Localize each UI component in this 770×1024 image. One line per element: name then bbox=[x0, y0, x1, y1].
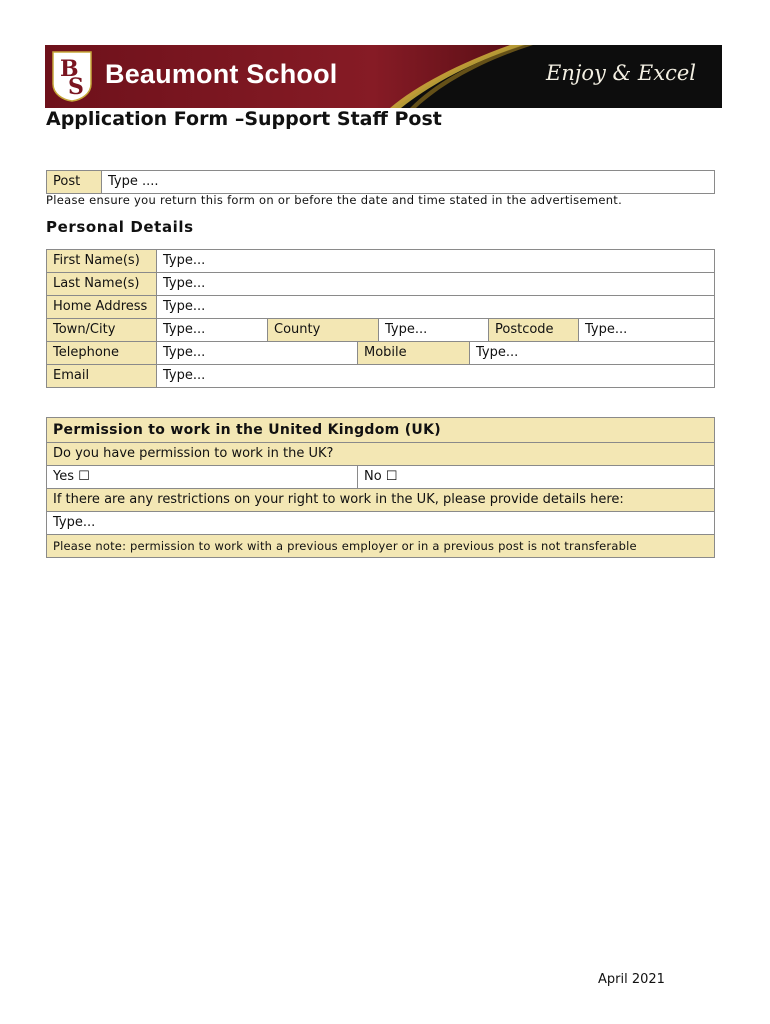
transferability-note: Please note: permission to work with a previous employer or in a previous post is not transferable bbox=[47, 535, 715, 558]
county-input[interactable]: Type... bbox=[379, 319, 489, 342]
form-title: Application Form –Support Staff Post bbox=[46, 108, 442, 130]
telephone-input[interactable]: Type... bbox=[157, 342, 358, 365]
table-row bbox=[47, 443, 715, 466]
email-input[interactable]: Type... bbox=[157, 365, 715, 388]
table-row bbox=[47, 535, 715, 558]
school-crest-logo bbox=[51, 50, 93, 102]
table-row bbox=[47, 319, 715, 342]
table-row bbox=[47, 273, 715, 296]
svg-text:B: B bbox=[60, 56, 79, 82]
last-name-input[interactable]: Type... bbox=[157, 273, 715, 296]
footer-date: April 2021 bbox=[598, 972, 665, 987]
post-table bbox=[46, 170, 715, 194]
personal-details-table bbox=[46, 249, 715, 388]
school-name: Beaumont School bbox=[105, 59, 338, 89]
permission-heading: Permission to work in the United Kingdom (UK) bbox=[47, 418, 715, 443]
post-input[interactable]: Type .... bbox=[102, 171, 715, 194]
table-row bbox=[47, 171, 715, 194]
return-notice: Please ensure you return this form on or before the date and time stated in the advertisement. bbox=[46, 193, 623, 207]
table-row bbox=[47, 250, 715, 273]
mobile-input[interactable]: Type... bbox=[470, 342, 715, 365]
county-label: County bbox=[268, 319, 379, 342]
permission-table bbox=[46, 417, 715, 558]
telephone-label: Telephone bbox=[47, 342, 157, 365]
email-label: Email bbox=[47, 365, 157, 388]
header-banner bbox=[45, 45, 722, 108]
personal-details-heading: Personal Details bbox=[46, 218, 194, 236]
restrictions-input[interactable]: Type... bbox=[47, 512, 715, 535]
mobile-label: Mobile bbox=[358, 342, 470, 365]
school-motto: Enjoy & Excel bbox=[546, 61, 696, 85]
town-input[interactable]: Type... bbox=[157, 319, 268, 342]
yes-checkbox[interactable]: Yes ☐ bbox=[47, 466, 358, 489]
postcode-label: Postcode bbox=[489, 319, 579, 342]
permission-question: Do you have permission to work in the UK? bbox=[47, 443, 715, 466]
first-name-input[interactable]: Type... bbox=[157, 250, 715, 273]
home-address-label: Home Address bbox=[47, 296, 157, 319]
town-label: Town/City bbox=[47, 319, 157, 342]
table-row bbox=[47, 365, 715, 388]
restrictions-prompt: If there are any restrictions on your right to work in the UK, please provide details here: bbox=[47, 489, 715, 512]
table-row bbox=[47, 466, 715, 489]
postcode-input[interactable]: Type... bbox=[579, 319, 715, 342]
table-row bbox=[47, 512, 715, 535]
last-name-label: Last Name(s) bbox=[47, 273, 157, 296]
home-address-input[interactable]: Type... bbox=[157, 296, 715, 319]
table-row bbox=[47, 489, 715, 512]
svg-text:S: S bbox=[68, 74, 84, 100]
table-row bbox=[47, 342, 715, 365]
table-row bbox=[47, 296, 715, 319]
first-name-label: First Name(s) bbox=[47, 250, 157, 273]
post-label: Post bbox=[47, 171, 102, 194]
table-row bbox=[47, 418, 715, 443]
no-checkbox[interactable]: No ☐ bbox=[358, 466, 715, 489]
